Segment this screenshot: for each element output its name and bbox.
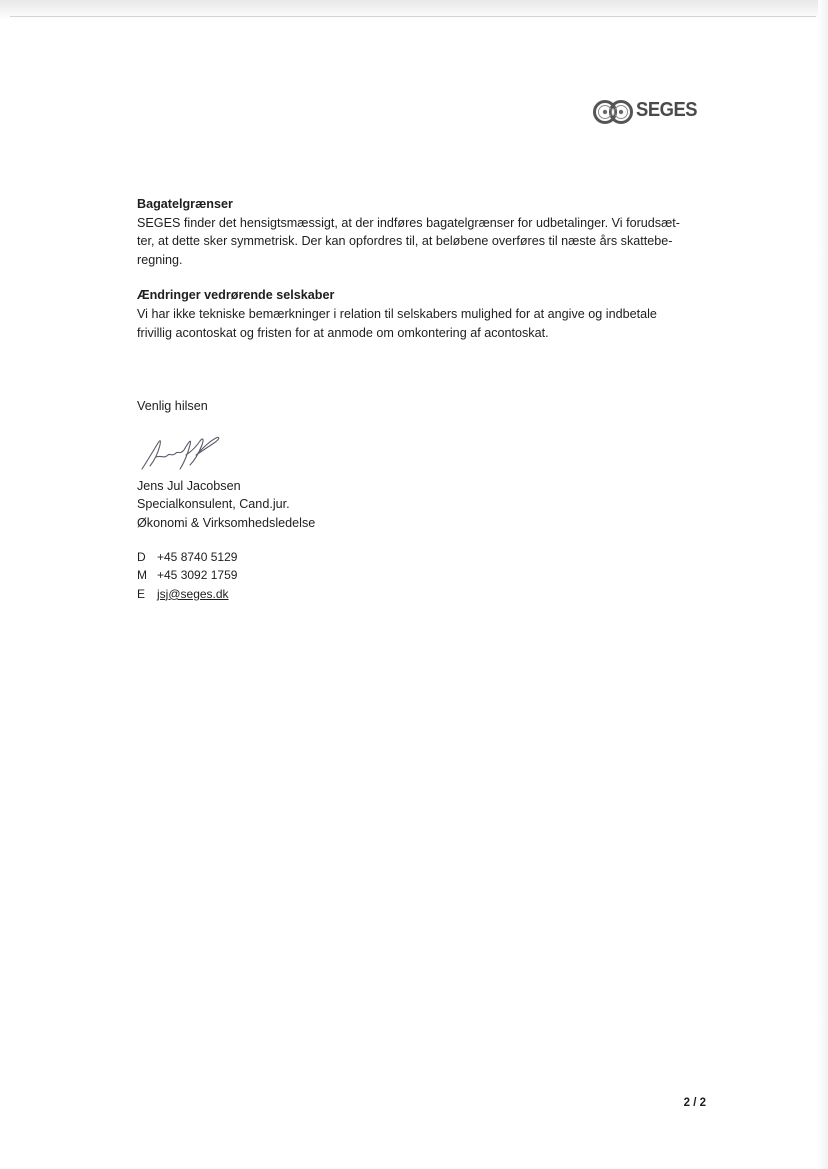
contact-label: M bbox=[137, 568, 147, 583]
contact-row-email bbox=[137, 585, 237, 603]
section-heading: Ændringer vedrørende selskaber bbox=[137, 288, 335, 303]
email-link[interactable]: jsj@seges.dk bbox=[157, 586, 229, 601]
paragraph-line: ter, at dette sker symmetrisk. Der kan opfordres til, at beløbene overføres til næste års skattebe- bbox=[137, 234, 673, 249]
paragraph-line: regning. bbox=[137, 252, 183, 267]
scan-top-edge bbox=[0, 0, 828, 20]
page-number: 2 / 2 bbox=[683, 1097, 706, 1109]
scan-right-edge bbox=[818, 0, 828, 1169]
scan-top-line bbox=[10, 16, 816, 17]
section-selskaber bbox=[137, 286, 712, 342]
contact-label: D bbox=[137, 550, 146, 564]
signer-name: Jens Jul Jacobsen bbox=[137, 479, 241, 493]
closing-greeting: Venlig hilsen bbox=[137, 399, 208, 413]
signer-block bbox=[137, 477, 315, 532]
paragraph-line: frivillig acontoskat og fristen for at anmode om omkontering af acontoskat. bbox=[137, 325, 549, 340]
signer-title: Specialkonsulent, Cand.jur. bbox=[137, 497, 290, 512]
seges-logo bbox=[592, 97, 707, 127]
contact-row-direct bbox=[137, 548, 237, 566]
section-heading: Bagatelgrænser bbox=[137, 197, 233, 211]
paragraph-line: SEGES finder det hensigtsmæssigt, at der indføres bagatelgrænser for udbetalinger. Vi forudsæt- bbox=[137, 215, 680, 230]
handwritten-signature bbox=[140, 433, 224, 473]
contact-phone-direct: +45 8740 5129 bbox=[157, 550, 238, 564]
signer-department: Økonomi & Virksomhedsledelse bbox=[137, 515, 316, 530]
contact-label: E bbox=[137, 586, 146, 601]
paragraph-line: Vi har ikke tekniske bemærkninger i relation til selskabers mulighed for at angive og indbetale bbox=[137, 306, 657, 321]
seges-rings-icon bbox=[592, 99, 636, 125]
contact-row-mobile bbox=[137, 566, 237, 584]
contact-phone-mobile: +45 3092 1759 bbox=[157, 568, 238, 583]
section-bagatelgraenser bbox=[137, 195, 712, 269]
contact-block bbox=[137, 548, 237, 603]
logo-wordmark: SEGES bbox=[636, 99, 698, 121]
letter-body bbox=[137, 195, 712, 342]
